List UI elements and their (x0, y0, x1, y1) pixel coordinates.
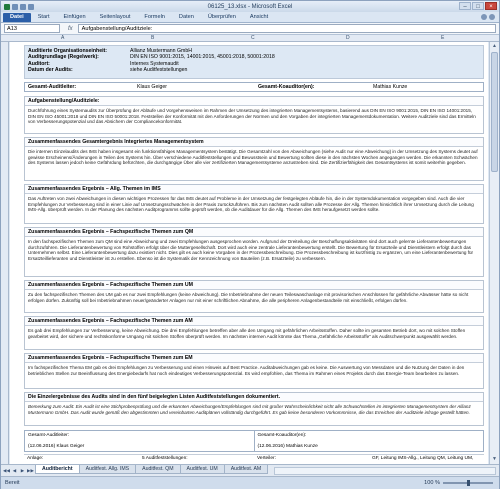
section-body: Zu den fachspezifischen Themen des UM gab es nur zwei Empfehlungen (keine Abweichung). Die Inbetriebnahme der neuen Teileswaschanlage mit provisorischen Anschlüssen für gefährliche Abwässer hätte so nicht erfolgen dürfen. Zukünftig soll bei Inbetriebnahmen neuer/geänderter Anlagen nur mit einer schriftlichen Abnahme, die alle peripheren Anlagenbestandteile mit einschließt, erfolgen dürfen. (28, 292, 469, 303)
co-auditor-name[interactable]: Mathias Kunze (373, 84, 408, 90)
help-icon[interactable] (481, 14, 487, 20)
column-header-b[interactable]: B (151, 35, 155, 41)
column-header-e[interactable]: E (441, 35, 445, 41)
section-body: Die internen Einzelaudits des IMS haben insgesamt ein funktionsfähiges Managementsystem bestätigt. Die Gesamtzahl von den Abweichungen (siehe Audit nur eine Abweichung) in der Umsetzung des Systems deutet auf gewisse Erscheinens/Änderungen in Teilen des Systems hin. Über verschiedene Auditfeststellungen und Bewusstsein und Bewertung sollten diese in den nächsten Wochen angegangen werden. Die erkannten Schwächen des Systems lassen jedoch keine Gefährdung befürchten, die durchgängige Über alle vier zertifizierten Managementsysteme anzustreben sind. Die Zertifizierfähigkeit des Gesamtsystems ist somit weiterhin gegeben. (28, 149, 478, 166)
tab-ansicht[interactable]: Ansicht (249, 14, 269, 20)
section-body: Durchführung eines Systemaudits zur Überprüfung der Abläufe und Vorgehensweisen im Rahmen der Umsetzung des integrierten Managementsystems, basierend aus DIN EN ISO 9001:2015, DIN EN ISO 14001:2015, DIN EN ISO 45001:2018 und DIN EN ISO 50001:2018. Feststellen der Konformität mit den Anforderungen der Normen und den Vorgaben der integrierten Managementdokumentation. Weitere Auditziele sind das Ermitteln von Verbesserungspotenzial und das Absichern der Compliancekonformität. (28, 108, 476, 125)
header-label: Auditierte Organisationseinheit: (28, 48, 107, 54)
section-body: In den fachspezifischen Themen zum QM sind eine Abweichung und zwei Empfehlungen ausgesprochen worden. Aufgrund der Dreiteilung der Beschaffungsaktivitäten sind dort auch gelernte Lieferantenbewertungen durchzuführen. Die Lieferantenbewertung von Rohstoffen erfolgt über die Muttergesellschaft. Dort wird auch eine zentrale Lieferantenbewertung erstellt. Die Bewertung für Ersatzteile und Dienstleistern erfolgt durch das Unternehmen selbst. Eine Lieferantenbewertung dazu existiert nicht. Dies gilt es auch keine Vorgaben in der Prozessbeschreibung. Die Prozessbeschreibung ist kurzfristig zu ergänzen, um eine Lieferantenbewertung für Ersatzteillieferanten und Dienstleister ist zu erstellen. Ebenso ist die Systematik der Kennzeichnung von Bauteilen (z.B. Ersatzteile) zu verbessern. (28, 239, 474, 261)
worksheet-grid[interactable] (10, 42, 488, 464)
lead-auditor-label: Gesamt-Auditleiter: (28, 84, 77, 90)
section-um[interactable] (24, 280, 484, 313)
section-title: Zusammenfassendes Ergebnis – Fachspezifische Themen zum UM (25, 281, 483, 290)
section-body: Es gab drei Empfehlungen zur Verbesserung, keine Abweichung. Die drei Empfehlungen betreffen aber alle den Umgang mit gefährlichen Arbeitsstoffen. Daher sollte im gesamten Betrieb dort, wo mit solchen Stoffen gearbeitet wird, der sichere und rechtskonforme Umgang mit solchen Stoffen überprüft werden. Im nächsten internen Audit könnte das Thema „Gefährliche Arbeitsstoffe" als Auditschwerpunkt ausgewählt werden. (28, 328, 466, 339)
formula-input[interactable]: Aufgabenstellung/Auditziele: (78, 24, 496, 33)
section-body: Das Auftreten von zwei Abweichungen in diesen wichtigen Prozessen für das IMS deutet auf Probleme in der Umsetzung der festgelegten Abläufe hin, die in der Systemdokumentation vorgegeben sind. Auch die vier Empfehlungen zur Verbesserung sind in einer Linie auf Umsetzungsschwächen in der Praxis zurückzuführen. Bis zum nächsten Audit sollten alle Prozesse der Allg. Themen hinsichtlich ihrer Umsetzung durch die Leitung IMS-Allg. überprüft werden. In der Planung des nächsten Auditprogramms sollte geprüft werden, ob die Auditdauer für die Allg. Themen des IMS heraufgesetzt werden sollte. (28, 196, 474, 213)
section-qm[interactable] (24, 227, 484, 277)
lead-signature-cell[interactable] (25, 431, 254, 451)
section-title: Die Einzelergebnisse des Audits sind in den fünf beigelegten Listen Auditfeststellungen dokumentiert. (25, 393, 483, 402)
signature-row (24, 430, 484, 452)
tab-daten[interactable]: Daten (178, 14, 194, 20)
section-body: Im fachspezifischen Thema EM gab es drei Empfehlungen zu Verbesserung und einen Hinweis auf Best Practice. Auditabweichungen gab es keine. Die Auswertung von Messdaten und die Nutzung der Daten in den betrieblichen Stellen zur Beeinflussung des Energiebedarfs hat noch eindeutiges Verbesserungspotenzial. Es wird empfohlen, das Thema im Rahmen eines Projekts durch das Energie-Team bearbeiten zu lassen. (28, 365, 465, 376)
ribbon-tabs (1, 12, 499, 23)
title-bar (1, 1, 499, 12)
section-title: Zusammenfassendes Ergebnis – Fachspezifische Themen zum AM (25, 317, 483, 326)
distribution-value[interactable]: GF, Leitung IMS-Allg., Leitung QM, Leitung UM, (372, 456, 474, 461)
last-sheet-icon[interactable]: ▶▶ (27, 468, 35, 473)
co-signature-date: (12.06.2016) Mathias Kunze (257, 444, 318, 449)
distribution-label[interactable]: Verteiler: (257, 456, 276, 461)
section-title: Aufgabenstellung/Auditziele: (25, 97, 483, 106)
minimize-button[interactable]: – (459, 2, 471, 10)
zoom-level[interactable]: 100 % (424, 480, 440, 486)
lead-auditor-name[interactable]: Klaus Geiger (137, 84, 167, 90)
sheet-tab-um[interactable]: Auditfest. UM (180, 465, 225, 474)
status-bar (1, 476, 499, 489)
column-header-d[interactable]: D (346, 35, 350, 41)
column-header-c[interactable]: C (251, 35, 255, 41)
sheet-tab-auditbericht[interactable]: Auditbericht (35, 465, 80, 474)
section-em[interactable] (24, 353, 484, 389)
lead-signature-label: Gesamt-Auditleiter: (28, 433, 70, 438)
header-row (28, 67, 480, 73)
sheet-tab-allg-ims[interactable]: Auditfest. Allg. IMS (79, 465, 137, 474)
row-headers[interactable] (1, 42, 9, 464)
function-icon[interactable]: fx (68, 25, 73, 32)
header-value[interactable]: DIN EN ISO 9001:2015, 14001:2015, 45001:2018, 50001:2018 (130, 54, 275, 61)
section-title: Zusammenfassendes Gesamtergebnis Integriertes Managementsystem (25, 138, 483, 147)
scroll-thumb[interactable] (491, 52, 498, 172)
section-remarks[interactable] (24, 392, 484, 426)
maximize-button[interactable]: □ (472, 2, 484, 10)
tab-einfuegen[interactable]: Einfügen (63, 14, 86, 20)
co-auditor-label: Gesamt-Koauditor(en): (258, 84, 315, 90)
section-overall-result[interactable] (24, 137, 484, 181)
scroll-up-icon[interactable]: ▲ (492, 43, 497, 49)
horizontal-scrollbar[interactable] (274, 467, 496, 475)
sheet-tab-bar (1, 464, 499, 476)
header-label: Datum der Audits: (28, 67, 73, 74)
sheet-tab-am[interactable]: Auditfest. AM (224, 465, 269, 474)
annex-row (24, 454, 484, 462)
header-value[interactable]: Internes Systemaudit (130, 60, 179, 67)
header-value[interactable]: siehe Auditfeststellungen (130, 67, 188, 74)
section-general-ims[interactable] (24, 184, 484, 224)
tab-ueberpruefen[interactable]: Überprüfen (207, 14, 236, 20)
tab-datei[interactable]: Datei (3, 13, 31, 22)
window-title: 06125_13.xlsx - Microsoft Excel (207, 3, 293, 10)
close-button[interactable]: × (485, 2, 497, 10)
first-sheet-icon[interactable]: ◀◀ (3, 468, 11, 473)
tab-start[interactable]: Start (37, 14, 50, 20)
header-label: Auditort: (28, 60, 50, 67)
section-title: Zusammenfassendes Ergebnis – Allg. Themen im IMS (25, 185, 483, 194)
report-header-block (24, 45, 484, 79)
sheet-tab-qm[interactable]: Auditfest. QM (135, 465, 180, 474)
lead-signature-date: (12.06.2016) Klaus Geiger (28, 444, 85, 449)
name-box[interactable]: A13 (4, 24, 60, 33)
tab-seitenlayout[interactable]: Seitenlayout (99, 14, 131, 20)
section-body: Bemerkung zum Audit: Ein Audit ist eine Stichprobenprüfung und die erkannten Abweichungen/Empfehlungen sind mit großer Wahrscheinlichkeit nicht alle Schwachstellen im integrierten Managementsystem der Allianz Mustermann GmbH. Das Audit wurde gemäß den abgestimmten und vereinbarten Auditplänen vollständig durchgeführt. Es gab keine besonderen Vorkommnisse, die das Erreichen der Auditziele infrage gestellt hätten. (28, 404, 471, 415)
auditor-row (24, 82, 484, 92)
scroll-down-icon[interactable]: ▼ (492, 456, 497, 462)
annex-label[interactable]: Anlage: (27, 456, 44, 461)
co-signature-label: Gesamt-Koauditor(en): (257, 433, 307, 438)
formula-bar (1, 23, 499, 35)
zoom-slider-thumb[interactable] (467, 480, 470, 486)
tab-formeln[interactable]: Formeln (144, 14, 165, 20)
ribbon-minimize-icon[interactable] (489, 14, 495, 20)
section-audit-goals[interactable] (24, 96, 484, 134)
header-value[interactable]: Allianz Mustermann GmbH (130, 48, 192, 54)
vertical-scrollbar[interactable] (489, 42, 499, 464)
section-title: Zusammenfassendes Ergebnis – Fachspezifische Themen zum QM (25, 228, 483, 237)
section-title: Zusammenfassendes Ergebnis – Fachspezifische Themen zum EM (25, 354, 483, 363)
column-headers (1, 35, 499, 42)
section-am[interactable] (24, 316, 484, 350)
prev-sheet-icon[interactable]: ◀ (12, 468, 17, 473)
findings-label[interactable]: 5 Auditfeststellungen: (142, 456, 188, 461)
status-ready: Bereit (5, 480, 20, 486)
header-label: Auditgrundlage (Regelwerk): (28, 54, 99, 61)
column-header-a[interactable]: A (61, 35, 65, 41)
zoom-slider[interactable] (443, 482, 493, 484)
co-signature-cell[interactable] (254, 431, 484, 451)
next-sheet-icon[interactable]: ▶ (20, 468, 25, 473)
